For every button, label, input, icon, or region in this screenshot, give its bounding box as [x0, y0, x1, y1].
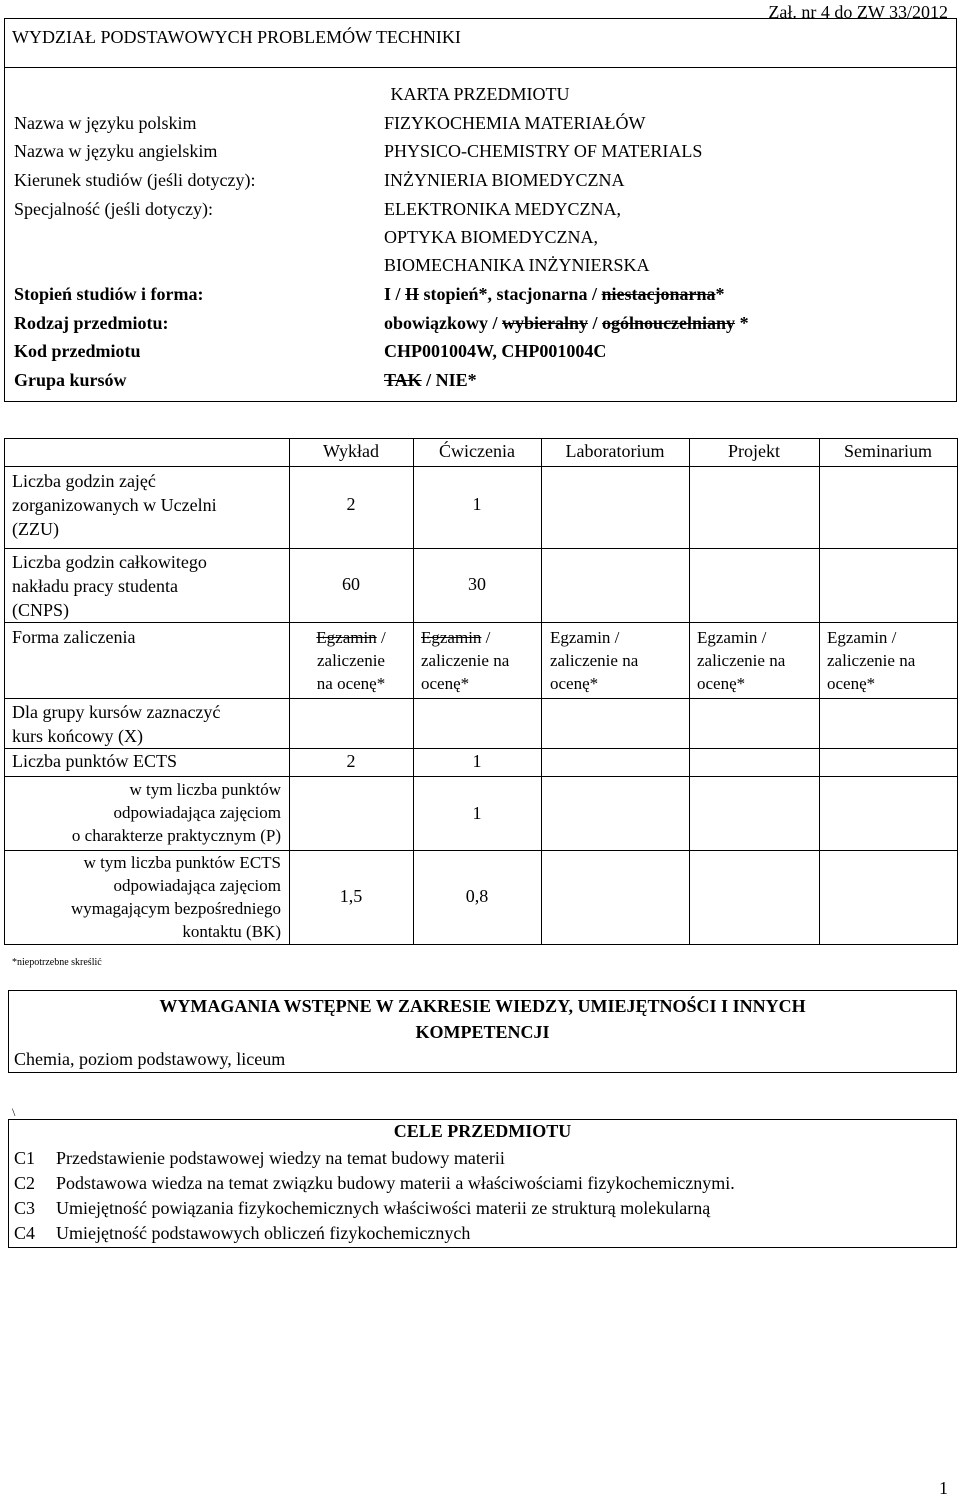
- col-header-lecture: Wykład: [323, 441, 379, 461]
- p-exercises: 1: [472, 803, 482, 823]
- stray-backslash: \: [12, 1105, 16, 1119]
- card-title: KARTA PRZEDMIOTU: [390, 84, 570, 104]
- value-group: TAK / NIE*: [384, 370, 477, 390]
- cnps-exercises: 30: [468, 574, 486, 594]
- row-label-bk: w tym liczba punktów ECTS odpowiadająca zajęciom wymagającym bezpośredniego kontaktu (BK): [70, 853, 281, 941]
- goal-code-c3: C3: [14, 1198, 36, 1218]
- label-type: Rodzaj przedmiotu:: [14, 313, 169, 333]
- col-header-lab: Laboratorium: [565, 441, 665, 461]
- row-label-group-course: Dla grupy kursów zaznaczyć kurs końcowy (X): [12, 702, 221, 746]
- bk-lecture: 1,5: [339, 886, 363, 906]
- value-level: I / II stopień*, stacjonarna / niestacjonarna*: [384, 284, 725, 304]
- label-name-en: Nazwa w języku angielskim: [14, 141, 218, 161]
- goal-code-c2: C2: [14, 1173, 36, 1193]
- row-label-practical: w tym liczba punktów odpowiadająca zajęciom o charakterze praktycznym (P): [71, 780, 281, 845]
- requirements-text: Chemia, poziom podstawowy, liceum: [14, 1049, 286, 1069]
- footnote: *niepotrzebne skreślić: [12, 957, 102, 968]
- goal-code-c4: C4: [14, 1223, 36, 1243]
- ects-lecture: 2: [346, 751, 356, 771]
- forma-lab: Egzamin / zaliczenie na ocenę*: [550, 628, 639, 693]
- goal-text-c3: Umiejętność powiązania fizykochemicznych właściwości materii ze strukturą molekularną: [56, 1198, 711, 1218]
- label-code: Kod przedmiotu: [14, 341, 141, 361]
- value-specialty-2: OPTYKA BIOMEDYCZNA,: [384, 227, 599, 247]
- requirements-title-1: WYMAGANIA WSTĘPNE W ZAKRESIE WIEDZY, UMIEJĘTNOŚCI I INNYCH: [159, 996, 806, 1016]
- value-code: CHP001004W, CHP001004C: [384, 341, 607, 361]
- value-name-pl: FIZYKOCHEMIA MATERIAŁÓW: [384, 113, 646, 133]
- card-divider: [4, 67, 957, 68]
- row-label-cnps: Liczba godzin całkowitego nakładu pracy studenta (CNPS): [12, 552, 207, 620]
- goal-text-c2: Podstawowa wiedza na temat związku budowy materii a właściwościami fizykochemicznymi.: [56, 1173, 735, 1193]
- col-header-project: Projekt: [728, 441, 780, 461]
- bk-exercises: 0,8: [465, 886, 489, 906]
- goal-code-c1: C1: [14, 1148, 36, 1168]
- value-type: obowiązkowy / wybieralny / ogólnouczelniany *: [384, 313, 749, 333]
- label-name-pl: Nazwa w języku polskim: [14, 113, 197, 133]
- forma-lecture: Egzamin / zaliczenie na ocenę*: [316, 628, 386, 693]
- row-label-forma: Forma zaliczenia: [12, 627, 136, 647]
- value-specialty-3: BIOMECHANIKA INŻYNIERSKA: [384, 255, 650, 275]
- cnps-lecture: 60: [342, 574, 360, 594]
- faculty-name: WYDZIAŁ PODSTAWOWYCH PROBLEMÓW TECHNIKI: [12, 27, 461, 47]
- attachment-note: Zał. nr 4 do ZW 33/2012: [768, 2, 948, 22]
- zzu-exercises: 1: [472, 494, 482, 514]
- value-field: INŻYNIERIA BIOMEDYCZNA: [384, 170, 625, 190]
- goals-title: CELE PRZEDMIOTU: [393, 1121, 572, 1141]
- value-specialty-1: ELEKTRONIKA MEDYCZNA,: [384, 199, 621, 219]
- label-group: Grupa kursów: [14, 370, 127, 390]
- label-specialty: Specjalność (jeśli dotyczy):: [14, 199, 213, 219]
- col-header-seminar: Seminarium: [844, 441, 932, 461]
- col-header-exercises: Ćwiczenia: [439, 441, 515, 461]
- zzu-lecture: 2: [346, 494, 356, 514]
- goal-text-c1: Przedstawienie podstawowej wiedzy na temat budowy materii: [56, 1148, 505, 1168]
- row-label-ects: Liczba punktów ECTS: [12, 751, 177, 771]
- forma-project: Egzamin / zaliczenie na ocenę*: [697, 628, 786, 693]
- value-name-en: PHYSICO-CHEMISTRY OF MATERIALS: [384, 141, 703, 161]
- page-number: 1: [939, 1478, 948, 1498]
- label-level: Stopień studiów i forma:: [14, 284, 204, 304]
- forma-exercises: Egzamin / zaliczenie na ocenę*: [421, 628, 510, 693]
- requirements-title-2: KOMPETENCJI: [415, 1022, 550, 1042]
- label-field: Kierunek studiów (jeśli dotyczy):: [14, 170, 256, 190]
- ects-exercises: 1: [472, 751, 482, 771]
- row-label-zzu: Liczba godzin zajęć zorganizowanych w Uczelni (ZZU): [12, 471, 217, 539]
- forma-seminar: Egzamin / zaliczenie na ocenę*: [827, 628, 916, 693]
- goal-text-c4: Umiejętność podstawowych obliczeń fizykochemicznych: [56, 1223, 471, 1243]
